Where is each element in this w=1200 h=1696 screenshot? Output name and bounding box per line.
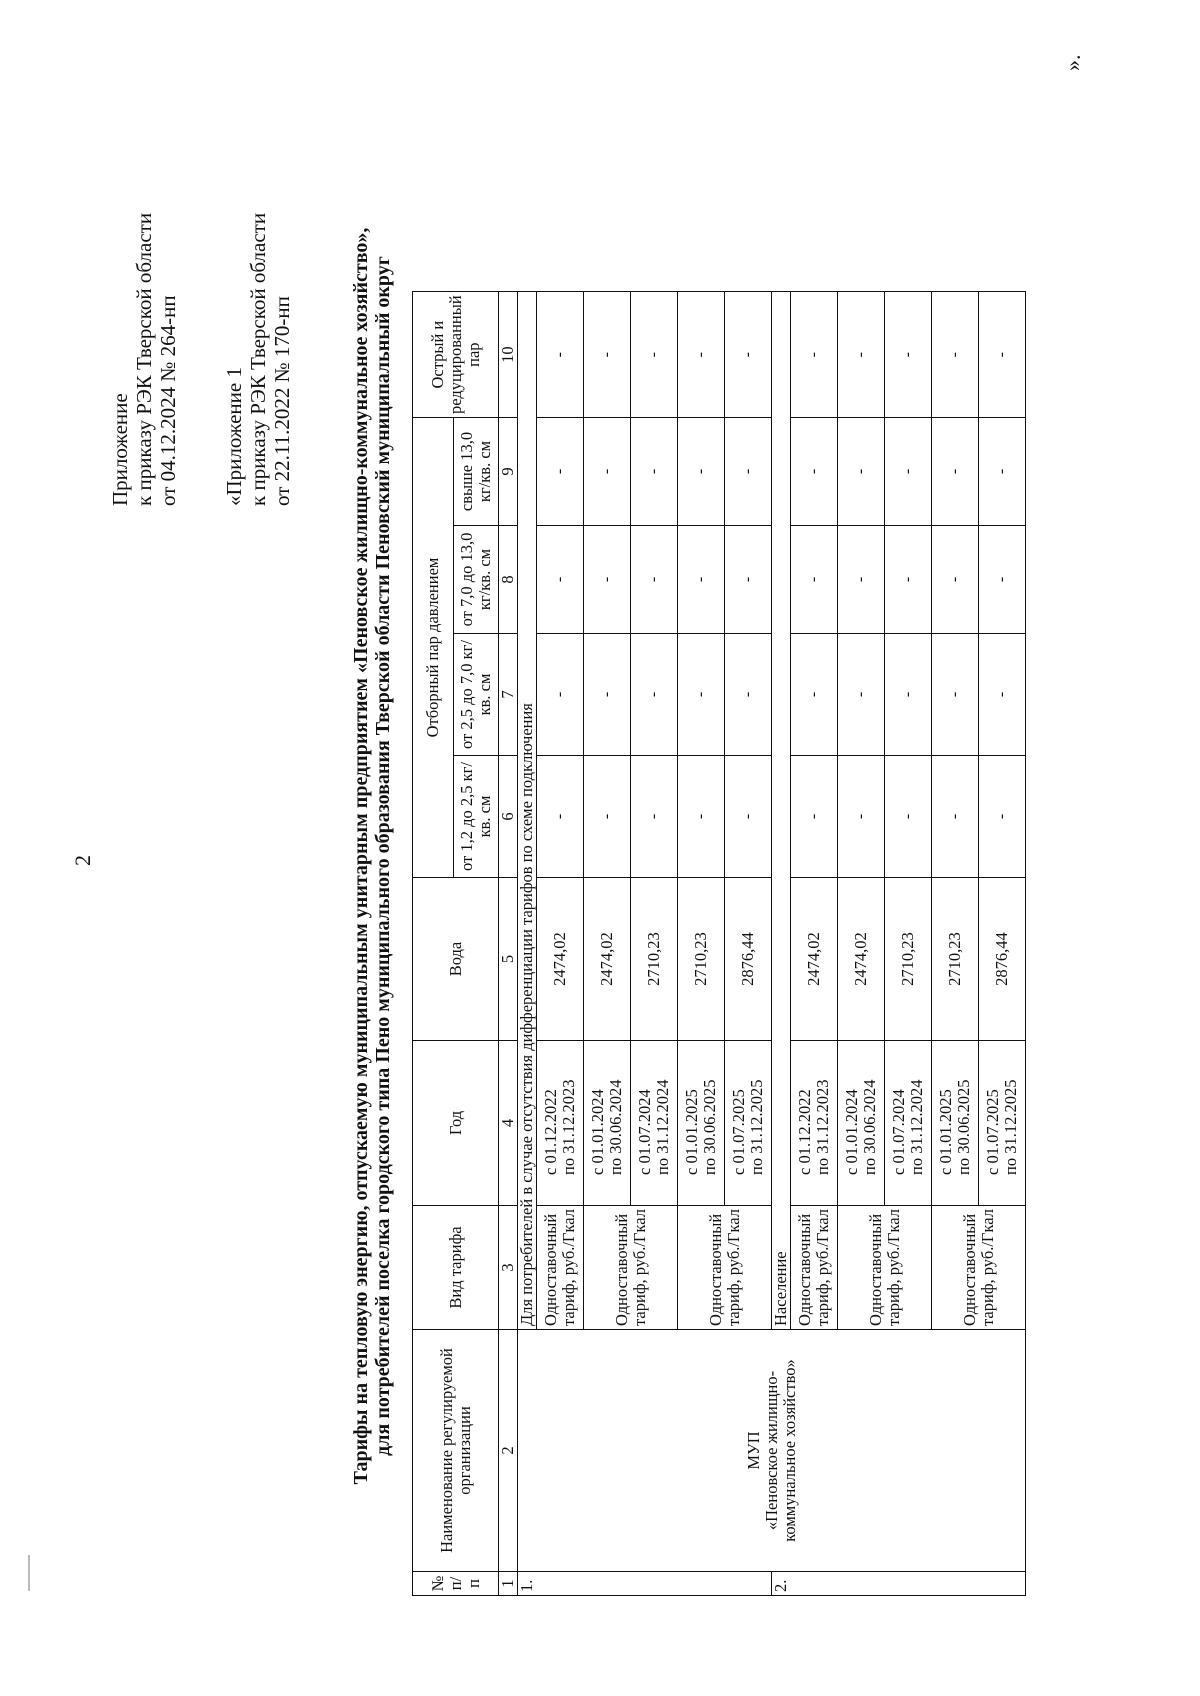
period-from: с 01.07.2025: [729, 1089, 748, 1175]
header-sharp-steam: Острый и редуцированный пар: [413, 292, 499, 418]
column-number: 10: [499, 292, 518, 418]
empty-value: -: [885, 756, 932, 878]
title-line-2: для потребителей поселка городского типа Пено муниципального образования Тверской области Пеновский муниципальный округ: [372, 256, 394, 1456]
period-to: по 30.06.2025: [700, 1079, 719, 1175]
header-year: Год: [413, 1041, 499, 1206]
empty-value: -: [631, 418, 678, 526]
water-tariff-value: 2710,23: [631, 878, 678, 1041]
appendix-current-reference: [108, 213, 180, 506]
period: [678, 1041, 725, 1206]
tariff-type-line: тариф, руб./Гкал: [559, 1209, 578, 1326]
empty-value: -: [838, 756, 885, 878]
header-tariff-type: Вид тарифа: [413, 1206, 499, 1330]
empty-value: -: [631, 756, 678, 878]
period-from: с 01.12.2022: [795, 1089, 814, 1175]
section-label: Для потребителей в случае отсутствия дифференциации тарифов по схеме подключения: [518, 292, 537, 1330]
column-number: 6: [499, 756, 518, 878]
column-number: 8: [499, 526, 518, 634]
empty-value: -: [725, 418, 772, 526]
empty-value: -: [678, 634, 725, 756]
column-number: 4: [499, 1041, 518, 1206]
organization-line: МУП: [743, 1431, 763, 1470]
title-line-1: Тарифы на тепловую энергию, отпускаемую муниципальным унитарным предприятием «Пеновское жилищно-коммунальное хозяйство»,: [350, 227, 372, 1485]
tariff-type-line: Одноставочный: [541, 1213, 560, 1326]
empty-value: -: [932, 292, 979, 418]
empty-value: -: [725, 292, 772, 418]
column-number: 9: [499, 418, 518, 526]
period: [631, 1041, 678, 1206]
tariff-type-line: Одноставочный: [865, 1213, 885, 1326]
water-tariff-value: 2876,44: [725, 878, 772, 1041]
appendix-line: к приказу РЭК Тверской области: [246, 212, 270, 506]
tariff-type: [537, 1206, 584, 1330]
empty-value: -: [885, 292, 932, 418]
header-steam-4: свыше 13,0 кг/кв. см: [454, 418, 499, 526]
empty-value: -: [932, 526, 979, 634]
organization-line: «Пеновское жилищно-: [761, 1370, 781, 1531]
tariff-type-line: тариф, руб./Гкал: [723, 1209, 743, 1326]
empty-value: -: [885, 526, 932, 634]
empty-value: -: [838, 292, 885, 418]
period-to: по 30.06.2025: [954, 1079, 973, 1175]
document-title: [350, 106, 394, 1606]
period-from: с 01.01.2024: [588, 1089, 607, 1175]
tariff-type: [678, 1206, 772, 1330]
empty-value: -: [838, 634, 885, 756]
header-number: № п/ п: [413, 1572, 499, 1596]
empty-value: -: [678, 292, 725, 418]
header-steam-1: от 1,2 до 2,5 кг/кв. см: [454, 756, 499, 878]
header-steam-group: Отборный пар давлением: [413, 418, 454, 878]
water-tariff-value: 2474,02: [791, 878, 838, 1041]
tariff-type: [584, 1206, 678, 1330]
empty-value: -: [584, 418, 631, 526]
section-row: [518, 292, 537, 1596]
water-tariff-value: 2710,23: [932, 878, 979, 1041]
empty-value: -: [932, 756, 979, 878]
empty-value: -: [678, 526, 725, 634]
empty-value: -: [791, 756, 838, 878]
empty-value: -: [725, 634, 772, 756]
empty-value: -: [584, 526, 631, 634]
empty-value: -: [979, 292, 1026, 418]
appendix-line: «Приложение 1: [222, 367, 246, 506]
section-label: Население: [772, 292, 791, 1330]
appendix-line: от 22.11.2022 № 170-нп: [270, 296, 294, 506]
section-number: 2.: [772, 1572, 1026, 1596]
empty-value: -: [537, 418, 584, 526]
period-from: с 01.07.2025: [983, 1089, 1002, 1175]
empty-value: -: [932, 418, 979, 526]
period-to: по 31.12.2023: [559, 1079, 578, 1175]
period-from: с 01.12.2022: [541, 1089, 560, 1175]
period-to: по 31.12.2025: [1001, 1079, 1020, 1175]
organization-name: [518, 1330, 1026, 1572]
period: [932, 1041, 979, 1206]
water-tariff-value: 2710,23: [885, 878, 932, 1041]
empty-value: -: [584, 634, 631, 756]
column-number: 1: [499, 1572, 518, 1596]
column-number: 5: [499, 878, 518, 1041]
empty-value: -: [979, 526, 1026, 634]
header-steam-2: от 2,5 до 7,0 кг/кв. см: [454, 634, 499, 756]
column-number: 3: [499, 1206, 518, 1330]
tariff-type-line: Одноставочный: [611, 1213, 631, 1326]
empty-value: -: [885, 418, 932, 526]
period-to: по 30.06.2024: [606, 1079, 625, 1175]
header-water: Вода: [413, 878, 499, 1041]
tariff-type: [791, 1206, 838, 1330]
closing-quote: ».: [1060, 54, 1085, 71]
empty-value: -: [537, 756, 584, 878]
tariff-type-line: Одноставочный: [795, 1213, 814, 1326]
tariff-type-line: Одноставочный: [705, 1213, 725, 1326]
empty-value: -: [537, 292, 584, 418]
empty-value: -: [979, 418, 1026, 526]
empty-value: -: [791, 634, 838, 756]
period-to: по 31.12.2025: [747, 1079, 766, 1175]
period-from: с 01.07.2024: [635, 1089, 654, 1175]
tariff-type: [838, 1206, 932, 1330]
tariff-type-line: Одноставочный: [959, 1213, 979, 1326]
empty-value: -: [838, 526, 885, 634]
empty-value: -: [979, 756, 1026, 878]
period-to: по 30.06.2024: [860, 1079, 879, 1175]
empty-value: -: [979, 634, 1026, 756]
appendix-original-reference: [222, 213, 294, 506]
empty-value: -: [631, 526, 678, 634]
tariff-table: [412, 291, 1026, 1596]
water-tariff-value: 2710,23: [678, 878, 725, 1041]
tariff-type: [932, 1206, 1026, 1330]
organization-line: коммунальное хозяйство»: [779, 1359, 799, 1542]
empty-value: -: [838, 418, 885, 526]
period-from: с 01.01.2025: [936, 1089, 955, 1175]
appendix-line: Приложение: [108, 393, 132, 506]
tariff-type-line: тариф, руб./Гкал: [813, 1209, 832, 1326]
empty-value: -: [537, 634, 584, 756]
scan-edge-mark: [28, 1555, 30, 1591]
period: [584, 1041, 631, 1206]
page-number: 2: [70, 855, 95, 866]
period-to: по 31.12.2024: [907, 1079, 926, 1175]
empty-value: -: [932, 634, 979, 756]
tariff-type-line: тариф, руб./Гкал: [883, 1209, 903, 1326]
empty-value: -: [678, 418, 725, 526]
water-tariff-value: 2474,02: [838, 878, 885, 1041]
header-steam-3: от 7,0 до 13,0 кг/кв. см: [454, 526, 499, 634]
period-to: по 31.12.2023: [813, 1079, 832, 1175]
empty-value: -: [584, 292, 631, 418]
period: [838, 1041, 885, 1206]
header-organization: Наименование регулируемой организации: [413, 1330, 499, 1572]
water-tariff-value: 2876,44: [979, 878, 1026, 1041]
empty-value: -: [631, 634, 678, 756]
column-number: 2: [499, 1330, 518, 1572]
column-numbers-row: [499, 292, 518, 1596]
appendix-line: от 04.12.2024 № 264-нп: [156, 295, 180, 506]
tariff-type-line: тариф, руб./Гкал: [977, 1209, 997, 1326]
empty-value: -: [791, 292, 838, 418]
appendix-line: к приказу РЭК Тверской области: [132, 212, 156, 506]
period: [979, 1041, 1026, 1206]
period-from: с 01.01.2025: [682, 1089, 701, 1175]
water-tariff-value: 2474,02: [537, 878, 584, 1041]
empty-value: -: [584, 756, 631, 878]
empty-value: -: [725, 526, 772, 634]
empty-value: -: [791, 418, 838, 526]
period-from: с 01.01.2024: [842, 1089, 861, 1175]
tariff-type-line: тариф, руб./Гкал: [629, 1209, 649, 1326]
empty-value: -: [537, 526, 584, 634]
column-number: 7: [499, 634, 518, 756]
empty-value: -: [791, 526, 838, 634]
period-to: по 31.12.2024: [653, 1079, 672, 1175]
period: [725, 1041, 772, 1206]
water-tariff-value: 2474,02: [584, 878, 631, 1041]
empty-value: -: [678, 756, 725, 878]
empty-value: -: [631, 292, 678, 418]
empty-value: -: [885, 634, 932, 756]
period: [537, 1041, 584, 1206]
period: [791, 1041, 838, 1206]
period: [885, 1041, 932, 1206]
period-from: с 01.07.2024: [889, 1089, 908, 1175]
empty-value: -: [725, 756, 772, 878]
section-number: 1.: [518, 1572, 772, 1596]
